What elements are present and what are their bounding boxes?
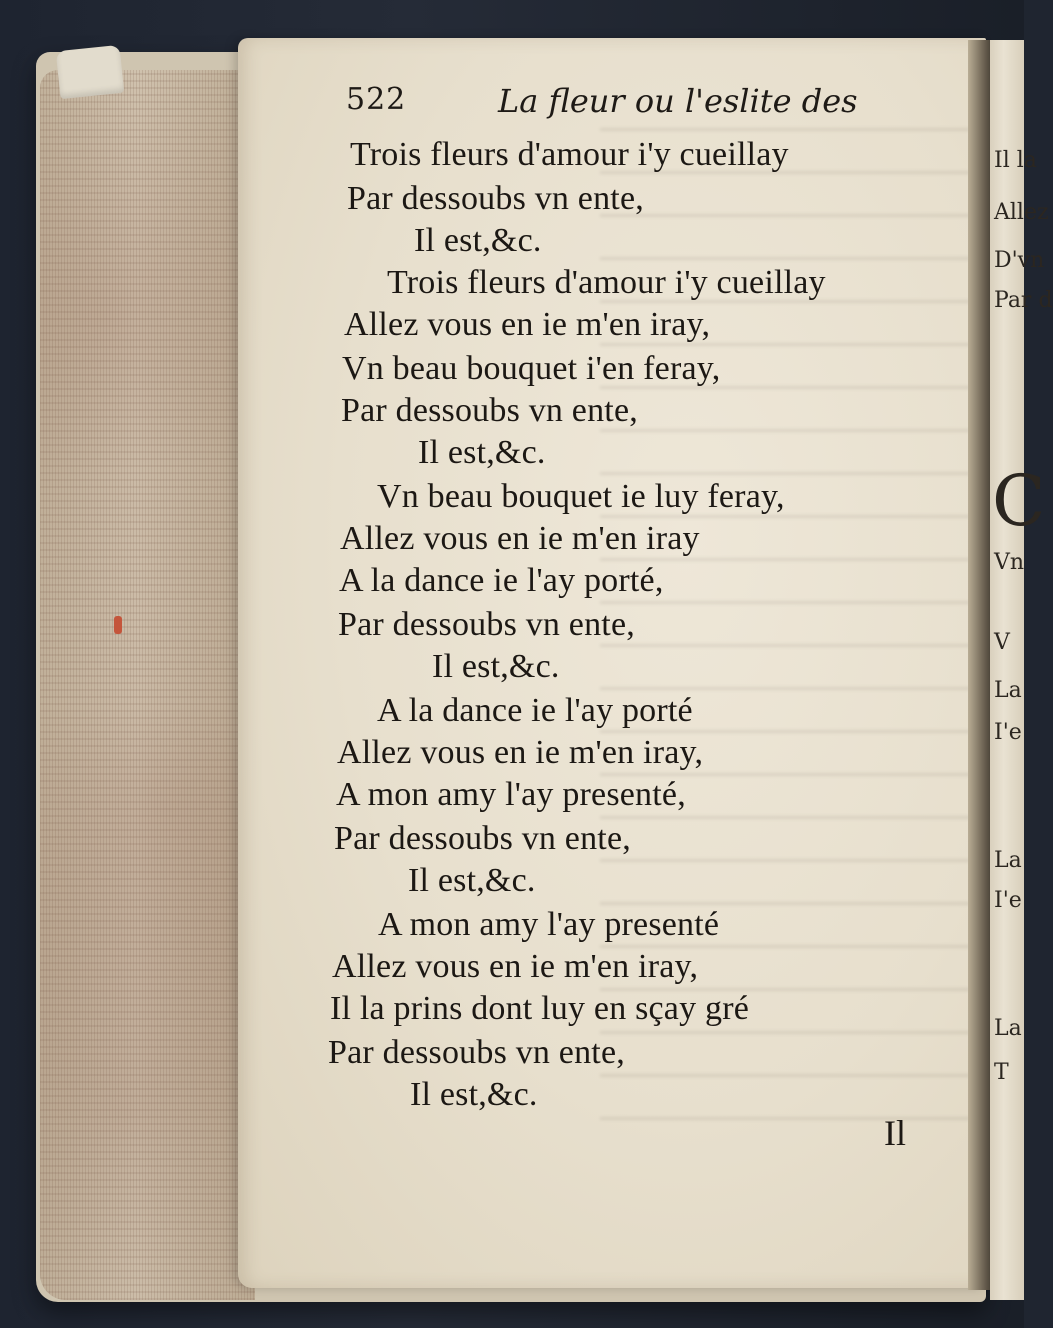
poem-line: Vn beau bouquet i'en feray, xyxy=(342,350,721,387)
poem-refrain: Il est,&c. xyxy=(408,862,536,899)
facing-drop-cap: C xyxy=(992,460,1046,542)
facing-fragment: La xyxy=(994,848,1022,873)
facing-fragment: Vn xyxy=(994,550,1025,575)
facing-fragment: I'e xyxy=(994,888,1022,913)
poem-line: A la dance ie l'ay porté xyxy=(377,692,693,729)
page-number: 522 xyxy=(346,82,407,117)
poem-line: Allez vous en ie m'en iray, xyxy=(344,306,711,343)
poem-refrain: Il est,&c. xyxy=(432,648,560,685)
poem-line: Vn beau bouquet ie luy feray, xyxy=(377,478,785,515)
facing-fragment: La xyxy=(994,678,1022,703)
poem-line: A mon amy l'ay presenté, xyxy=(336,776,686,813)
poem-line: Il la prins dont luy en sçay gré xyxy=(330,990,750,1027)
facing-fragment: La xyxy=(994,1016,1022,1041)
poem-line: Par dessoubs vn ente, xyxy=(341,392,638,429)
facing-fragment: Par d xyxy=(994,288,1053,313)
poem-line: A mon amy l'ay presenté xyxy=(378,906,720,943)
facing-fragment: D'vn xyxy=(994,248,1045,273)
running-title: La fleur ou l'eslite des xyxy=(498,82,858,120)
poem-line: Allez vous en ie m'en iray, xyxy=(332,948,699,985)
poem-line: Allez vous en ie m'en iray xyxy=(340,520,700,557)
poem-refrain: Il est,&c. xyxy=(418,434,546,471)
facing-fragment: V xyxy=(994,630,1010,655)
poem-line: Trois fleurs d'amour i'y cueillay xyxy=(350,136,789,173)
poem-line: Par dessoubs vn ente, xyxy=(338,606,635,643)
facing-fragment: Il la xyxy=(994,148,1037,173)
poem-refrain: Il est,&c. xyxy=(410,1076,538,1113)
facing-fragment: Allez xyxy=(994,200,1049,225)
poem-line: A la dance ie l'ay porté, xyxy=(339,562,664,599)
catchword: Il xyxy=(884,1113,906,1153)
poem-line: Par dessoubs vn ente, xyxy=(334,820,631,857)
facing-fragment: I'e xyxy=(994,720,1022,745)
poem-line: Par dessoubs vn ente, xyxy=(328,1034,625,1071)
facing-fragment: T xyxy=(994,1060,1009,1085)
poem-line: Trois fleurs d'amour i'y cueillay xyxy=(387,264,826,301)
poem-line: Allez vous en ie m'en iray, xyxy=(337,734,704,771)
poem-refrain: Il est,&c. xyxy=(414,222,542,259)
poem-line: Par dessoubs vn ente, xyxy=(347,180,644,217)
